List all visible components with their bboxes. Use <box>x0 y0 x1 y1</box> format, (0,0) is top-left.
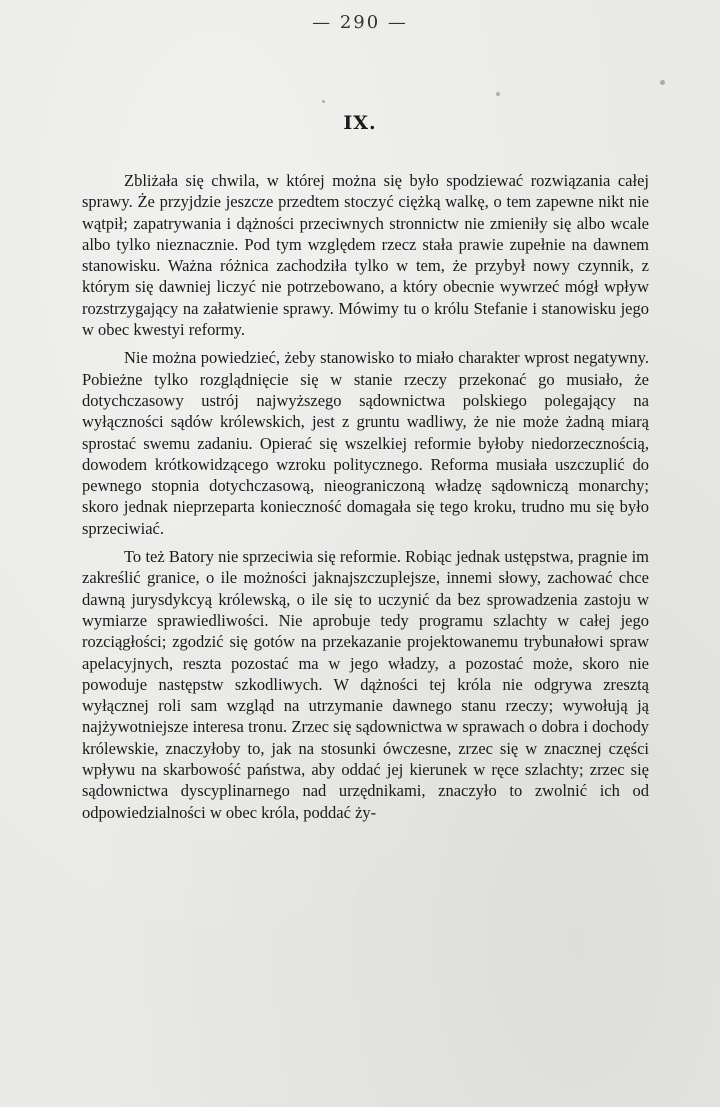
page-number: — 290 — <box>312 12 408 33</box>
paragraph: Nie można powiedzieć, żeby stanowisko to miało charakter wprost negatywny. Pobieżne tylko rozglądnięcie się w stanie rzeczy przekonać go musiało, że dotychczasowy ustrój najwyższego sądownictwa polskiego polegający na wyłączności sądów królewskich, jest z gruntu wadliwy, że nie może żadną miarą sprostać swemu zadaniu. Opierać się wszelkiej reformie byłoby niedorzecznością, dowodem krótkowidzącego wzroku politycznego. Reforma musiała uszczuplić do pewnego stopnia dotychczasową, nieograniczoną władzę sądowniczą monarchy; skoro jednak nieprzeparta konieczność domagała się tego kroku, trudno mu się było sprzeciwiać. <box>82 348 649 538</box>
scan-speck <box>660 80 665 85</box>
paragraph: Zbliżała się chwila, w której można się było spodziewać rozwiązania całej sprawy. Że przyjdzie jeszcze przedtem stoczyć ciężką walkę, o tem zapewne nikt nie wątpił; zapatrywania i dążności przeciwnych stronnictw nie zmieniły się albo wcale albo tylko nieznacznie. Pod tym względem rzecz stała prawie zupełnie na dawnem stanowisku. Ważna różnica zachodziła tylko w tem, że przybył nowy czynnik, z którym się dawniej liczyć nie potrzebowano, a który obecnie wywrzeć mógł wpływ rozstrzygający na załatwienie sprawy. Mówimy tu o królu Stefanie i stanowisku jego w obec kwestyi reformy. <box>82 171 649 340</box>
body-text <box>82 170 649 830</box>
chapter-heading: IX. <box>343 112 377 134</box>
scan-speck <box>496 92 500 96</box>
paragraph: To też Batory nie sprzeciwia się reformie. Robiąc jednak ustępstwa, pragnie im zakreślić granice, o ile możności jaknajszczuplejsze, innemi słowy, zachować chce dawną jurysdykcyą królewską, o ile się to uczynić da bez sprowadzenia zastoju w wymiarze sprawiedliwości. Nie aprobuje tedy programu szlachty w całej jego rozciągłości; zgodzić się gotów na przekazanie projektowanemu trybunałowi spraw apelacyjnych, reszta pozostać ma w jego władzy, a pozostać może, skoro nie powoduje następstw szkodliwych. W dążności tej króla nie odgrywa zresztą wyłącznej roli sam wzgląd na utrzymanie dawnego stanu rzeczy; wywołują ją najżywotniejsze interesa tronu. Zrzec się sądownictwa w sprawach o dobra i dochody królewskie, znaczyłoby to, jak na stosunki ówczesne, zrzec się w znacznej części wpływu na skarbowość państwa, aby oddać jej kierunek w ręce szlachty; zrzec się sądownictwa dyscyplinarnego nad urzędnikami, znaczyło to zwolnić ich od odpowiedzialności w obec króla, poddać ży- <box>82 547 649 822</box>
scan-speck <box>322 100 325 103</box>
